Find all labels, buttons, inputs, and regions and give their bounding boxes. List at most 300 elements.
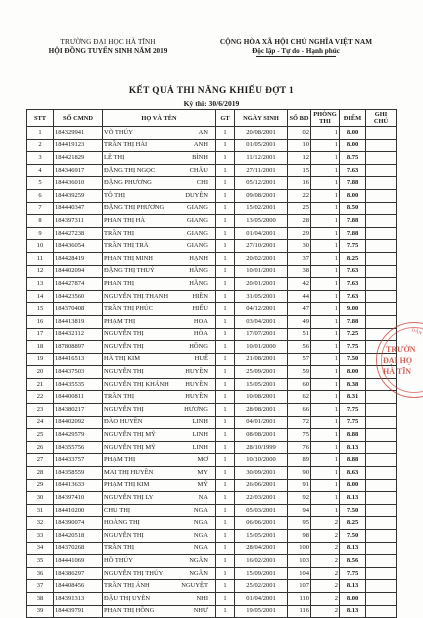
- cell-sbd: 30: [288, 240, 311, 253]
- table-row: [27, 215, 397, 228]
- cell-cmnd: 184397311: [54, 215, 103, 228]
- cell-stt: 9: [27, 227, 54, 240]
- cell-room: 1: [311, 479, 340, 492]
- given-name: NHI: [196, 594, 208, 602]
- cell-dob: 28/10/1999: [235, 441, 288, 454]
- cell-dob: 05/12/2001: [235, 177, 288, 190]
- cell-cmnd: 184435535: [54, 378, 103, 391]
- cell-name: [103, 366, 216, 379]
- table-row: [27, 416, 397, 429]
- cell-stt: 24: [27, 416, 54, 429]
- cell-cmnd: 184390074: [54, 517, 103, 530]
- col-header-stt: STT: [27, 110, 54, 127]
- cell-gender: 1: [216, 164, 235, 177]
- cell-sbd: 29: [288, 227, 311, 240]
- cell-name: [103, 139, 216, 152]
- cell-gender: 1: [216, 555, 235, 568]
- cell-name: [103, 127, 216, 140]
- cell-sbd: 59: [288, 366, 311, 379]
- surname-middle: TRẦN THỊ: [104, 229, 135, 237]
- cell-gender: 1: [216, 303, 235, 316]
- cell-gender: 1: [216, 378, 235, 391]
- cell-sbd: 91: [288, 479, 311, 492]
- cell-score: 7.50: [340, 530, 366, 543]
- cell-cmnd: 184429579: [54, 429, 103, 442]
- cell-stt: 37: [27, 580, 54, 593]
- cell-sbd: 98: [288, 530, 311, 543]
- surname-middle: ĐẶNG THỊ PHƯƠNG: [104, 204, 165, 212]
- cell-score: 8.31: [340, 391, 366, 404]
- cell-dob: 28/04/2001: [235, 542, 288, 555]
- cell-sbd: 94: [288, 504, 311, 517]
- cell-room: 2: [311, 530, 340, 543]
- cell-score: 8.00: [340, 189, 366, 202]
- given-name: MỸ: [197, 481, 208, 489]
- surname-middle: HỒ THÚY: [104, 556, 133, 564]
- cell-name: [103, 530, 216, 543]
- cell-gender: 1: [216, 530, 235, 543]
- cell-name: [103, 152, 216, 165]
- table-row: [27, 404, 397, 417]
- cell-stt: 25: [27, 429, 54, 442]
- cell-gender: 1: [216, 605, 235, 618]
- cell-sbd: 44: [288, 290, 311, 303]
- given-name: HIẾU: [192, 305, 208, 313]
- given-name: NGÂN: [189, 569, 208, 577]
- cell-room: 1: [311, 127, 340, 140]
- surname-middle: TRẦN THỊ ÁNH: [104, 582, 150, 590]
- surname-middle: TRẦN THỊ: [104, 393, 135, 401]
- cell-note: [366, 416, 397, 429]
- table-row: [27, 353, 397, 366]
- cell-room: 1: [311, 265, 340, 278]
- cell-dob: 06/06/2001: [235, 517, 288, 530]
- cell-room: 1: [311, 240, 340, 253]
- surname-middle: ĐẶNG THỊ NGỌC: [104, 166, 156, 174]
- cell-room: 1: [311, 441, 340, 454]
- cell-note: [366, 315, 397, 328]
- cell-cmnd: 184437503: [54, 366, 103, 379]
- cell-dob: 15/05/2001: [235, 378, 288, 391]
- cell-room: 1: [311, 429, 340, 442]
- given-name: LINH: [192, 431, 208, 439]
- cell-dob: 20/08/2001: [235, 127, 288, 140]
- surname-middle: NGUYỄN THỊ: [104, 368, 144, 376]
- cell-gender: 1: [216, 202, 235, 215]
- cell-sbd: 100: [288, 542, 311, 555]
- cell-gender: 1: [216, 227, 235, 240]
- col-header-gender: GT: [216, 110, 235, 127]
- cell-sbd: 28: [288, 215, 311, 228]
- cell-cmnd: 184433757: [54, 454, 103, 467]
- surname-middle: MAI THỊ HUYỀN: [104, 468, 154, 476]
- cell-score: 8.13: [340, 492, 366, 505]
- university-name: TRƯỜNG ĐẠI HỌC HÀ TĨNH: [60, 38, 156, 46]
- motto-underline: [256, 56, 336, 57]
- cell-sbd: 72: [288, 416, 311, 429]
- cell-sbd: 76: [288, 441, 311, 454]
- cell-gender: 1: [216, 467, 235, 480]
- cell-stt: 31: [27, 504, 54, 517]
- cell-sbd: 60: [288, 378, 311, 391]
- given-name: HOA: [193, 317, 208, 325]
- cell-score: 8.00: [340, 479, 366, 492]
- cell-sbd: 95: [288, 517, 311, 530]
- cell-dob: 10/10/2000: [235, 454, 288, 467]
- cell-room: 2: [311, 580, 340, 593]
- cell-name: [103, 441, 216, 454]
- cell-name: [103, 189, 216, 202]
- cell-stt: 30: [27, 492, 54, 505]
- cell-name: [103, 492, 216, 505]
- given-name: BÌNH: [192, 153, 208, 161]
- table-row: [27, 517, 397, 530]
- cell-score: 8.88: [340, 429, 366, 442]
- col-header-note: GHI CHÚ: [366, 110, 397, 127]
- cell-note: [366, 127, 397, 140]
- cell-gender: 1: [216, 416, 235, 429]
- given-name: HẰNG: [189, 267, 208, 275]
- cell-cmnd: 184355756: [54, 441, 103, 454]
- cell-cmnd: 184380217: [54, 404, 103, 417]
- cell-note: [366, 504, 397, 517]
- given-name: LINH: [192, 418, 208, 426]
- cell-room: 1: [311, 303, 340, 316]
- cell-room: 2: [311, 567, 340, 580]
- cell-cmnd: 184346917: [54, 164, 103, 177]
- cell-sbd: 12: [288, 152, 311, 165]
- cell-score: 7.88: [340, 177, 366, 190]
- cell-note: [366, 429, 397, 442]
- table-row: [27, 152, 397, 165]
- cell-cmnd: 184420518: [54, 530, 103, 543]
- surname-middle: ĐẬU THỊ UYÊN: [104, 594, 151, 602]
- cell-room: 1: [311, 467, 340, 480]
- cell-note: [366, 290, 397, 303]
- cell-dob: 17/07/2001: [235, 328, 288, 341]
- cell-score: 7.88: [340, 227, 366, 240]
- cell-room: 1: [311, 152, 340, 165]
- cell-room: 2: [311, 555, 340, 568]
- given-name: HUYỀN: [185, 368, 208, 376]
- surname-middle: LÊ THỊ: [104, 153, 125, 161]
- cell-cmnd: 187808897: [54, 341, 103, 354]
- given-name: MY: [197, 468, 208, 476]
- cell-score: 8.63: [340, 467, 366, 480]
- given-name: GIANG: [187, 229, 208, 237]
- cell-room: 2: [311, 542, 340, 555]
- cell-note: [366, 580, 397, 593]
- surname-middle: HOÀNG THỊ: [104, 519, 140, 527]
- cell-dob: 13/05/2000: [235, 215, 288, 228]
- cell-gender: 1: [216, 429, 235, 442]
- cell-note: [366, 404, 397, 417]
- cell-stt: 19: [27, 353, 54, 366]
- table-row: [27, 202, 397, 215]
- cell-note: [366, 278, 397, 291]
- cell-name: [103, 164, 216, 177]
- cell-gender: 1: [216, 353, 235, 366]
- cell-stt: 21: [27, 378, 54, 391]
- cell-dob: 30/09/2001: [235, 467, 288, 480]
- cell-note: [366, 542, 397, 555]
- cell-room: 1: [311, 404, 340, 417]
- cell-dob: 25/02/2001: [235, 580, 288, 593]
- cell-sbd: 107: [288, 580, 311, 593]
- table-row: [27, 341, 397, 354]
- cell-score: 8.25: [340, 252, 366, 265]
- cell-stt: 17: [27, 328, 54, 341]
- cell-name: [103, 303, 216, 316]
- cell-gender: 1: [216, 328, 235, 341]
- cell-stt: 6: [27, 189, 54, 202]
- given-name: CHI: [196, 179, 208, 187]
- cell-room: 1: [311, 454, 340, 467]
- cell-dob: 25/09/2001: [235, 366, 288, 379]
- cell-cmnd: 184421829: [54, 152, 103, 165]
- cell-room: 1: [311, 252, 340, 265]
- cell-sbd: 10: [288, 139, 311, 152]
- cell-cmnd: 184436054: [54, 240, 103, 253]
- cell-room: 2: [311, 605, 340, 618]
- cell-dob: 27/10/2001: [235, 240, 288, 253]
- cell-score: 7.50: [340, 504, 366, 517]
- cell-room: 1: [311, 341, 340, 354]
- cell-dob: 10/01/2001: [235, 265, 288, 278]
- cell-room: 1: [311, 189, 340, 202]
- cell-note: [366, 492, 397, 505]
- given-name: HUẾ: [194, 355, 208, 363]
- surname-middle: CHU THỊ: [104, 506, 131, 514]
- cell-dob: 04/01/2001: [235, 416, 288, 429]
- cell-cmnd: 184402094: [54, 265, 103, 278]
- cell-dob: 03/04/2001: [235, 315, 288, 328]
- table-row: [27, 542, 397, 555]
- cell-name: [103, 177, 216, 190]
- cell-score: 8.00: [340, 592, 366, 605]
- table-row: [27, 567, 397, 580]
- col-header-cmnd: SỐ CMND: [54, 110, 103, 127]
- cell-stt: 15: [27, 303, 54, 316]
- cell-stt: 8: [27, 215, 54, 228]
- cell-score: 8.75: [340, 152, 366, 165]
- cell-gender: 1: [216, 127, 235, 140]
- cell-room: 1: [311, 504, 340, 517]
- table-row: [27, 227, 397, 240]
- table-row: [27, 441, 397, 454]
- cell-stt: 36: [27, 567, 54, 580]
- cell-stt: 20: [27, 366, 54, 379]
- cell-stt: 4: [27, 164, 54, 177]
- cell-stt: 12: [27, 265, 54, 278]
- cell-room: 1: [311, 290, 340, 303]
- cell-note: [366, 479, 397, 492]
- given-name: HƯƠNG: [184, 405, 208, 413]
- given-name: HÒA: [193, 330, 208, 338]
- surname-middle: NGUYỄN THỊ KHÁNH: [104, 380, 169, 388]
- cell-sbd: 56: [288, 341, 311, 354]
- cell-sbd: 25: [288, 202, 311, 215]
- cell-stt: 1: [27, 127, 54, 140]
- surname-middle: PHAN THỊ MINH: [104, 254, 153, 262]
- cell-note: [366, 177, 397, 190]
- cell-note: [366, 139, 397, 152]
- cell-name: [103, 416, 216, 429]
- cell-gender: 1: [216, 492, 235, 505]
- table-row: [27, 366, 397, 379]
- cell-cmnd: 184370408: [54, 303, 103, 316]
- cell-name: [103, 592, 216, 605]
- cell-cmnd: 184386297: [54, 567, 103, 580]
- cell-gender: 1: [216, 152, 235, 165]
- country-name: CỘNG HÒA XÃ HỘI CHỦ NGHĨA VIỆT NAM: [219, 38, 373, 46]
- cell-note: [366, 227, 397, 240]
- cell-stt: 26: [27, 441, 54, 454]
- cell-cmnd: 184427874: [54, 278, 103, 291]
- cell-note: [366, 605, 397, 618]
- surname-middle: NGUYỄN THỊ: [104, 342, 144, 350]
- table-row: [27, 580, 397, 593]
- cell-stt: 5: [27, 177, 54, 190]
- cell-cmnd: 184370268: [54, 542, 103, 555]
- cell-dob: 09/08/2001: [235, 189, 288, 202]
- cell-stt: 35: [27, 555, 54, 568]
- surname-middle: PHẠM THỊ KIM: [104, 481, 150, 489]
- cell-gender: 1: [216, 404, 235, 417]
- surname-middle: NGUYỄN THỊ THANH: [104, 292, 169, 300]
- cell-sbd: 38: [288, 265, 311, 278]
- cell-dob: 01/04/2001: [235, 592, 288, 605]
- cell-name: [103, 215, 216, 228]
- results-body: [27, 127, 397, 618]
- document-title: KẾT QUẢ THI NĂNG KHIẾU ĐỢT 1: [128, 86, 295, 96]
- given-name: AN: [198, 128, 208, 136]
- cell-name: [103, 227, 216, 240]
- given-name: HIỀN: [192, 292, 208, 300]
- col-header-sbd: SỐ BD: [288, 110, 311, 127]
- surname-middle: HÀ THỊ KIM: [104, 355, 140, 363]
- cell-cmnd: 184416513: [54, 353, 103, 366]
- cell-dob: 15/02/2001: [235, 202, 288, 215]
- cell-cmnd: 184391313: [54, 592, 103, 605]
- cell-note: [366, 164, 397, 177]
- cell-score: 8.13: [340, 605, 366, 618]
- stamp-text-3: HÀ TĨN: [383, 367, 412, 376]
- cell-sbd: 89: [288, 454, 311, 467]
- cell-gender: 1: [216, 542, 235, 555]
- cell-dob: 04/12/2001: [235, 303, 288, 316]
- cell-sbd: 92: [288, 492, 311, 505]
- cell-dob: 31/05/2001: [235, 290, 288, 303]
- cell-note: [366, 240, 397, 253]
- cell-note: [366, 454, 397, 467]
- cell-note: [366, 441, 397, 454]
- cell-name: [103, 429, 216, 442]
- surname-middle: NGUYỄN THỊ THÚY: [104, 569, 164, 577]
- cell-room: 1: [311, 416, 340, 429]
- cell-gender: 1: [216, 290, 235, 303]
- cell-cmnd: 184436010: [54, 177, 103, 190]
- given-name: NGA: [193, 506, 208, 514]
- cell-note: [366, 467, 397, 480]
- cell-stt: 39: [27, 605, 54, 618]
- surname-middle: PHẠM THỊ: [104, 317, 136, 325]
- cell-note: [366, 215, 397, 228]
- cell-cmnd: 184423560: [54, 290, 103, 303]
- table-row: [27, 189, 397, 202]
- cell-score: 8.13: [340, 542, 366, 555]
- given-name: ANH: [193, 141, 208, 149]
- table-row: [27, 492, 397, 505]
- col-header-score: ĐIỂM: [340, 110, 366, 127]
- cell-room: 1: [311, 315, 340, 328]
- table-row: [27, 467, 397, 480]
- cell-name: [103, 542, 216, 555]
- surname-middle: NGUYỄN THỊ: [104, 405, 144, 413]
- cell-sbd: 49: [288, 315, 311, 328]
- table-row: [27, 504, 397, 517]
- cell-sbd: 22: [288, 189, 311, 202]
- cell-dob: 27/11/2001: [235, 164, 288, 177]
- cell-dob: 01/05/2001: [235, 139, 288, 152]
- cell-gender: 1: [216, 441, 235, 454]
- cell-gender: 1: [216, 139, 235, 152]
- cell-room: 1: [311, 227, 340, 240]
- cell-room: 1: [311, 366, 340, 379]
- cell-dob: 08/08/2001: [235, 429, 288, 442]
- surname-middle: VÕ THÚY: [104, 128, 133, 136]
- surname-middle: PHẠM THỊ: [104, 456, 136, 464]
- cell-sbd: 16: [288, 177, 311, 190]
- cell-name: [103, 315, 216, 328]
- cell-dob: 05/03/2001: [235, 504, 288, 517]
- national-motto: Độc lập - Tự do - Hạnh phúc: [252, 47, 340, 55]
- col-header-room: PHÒNG THI: [311, 110, 340, 127]
- surname-middle: PHAN THỊ HỒNG: [104, 607, 155, 615]
- surname-middle: TRẦN THỊ HẢI: [104, 141, 148, 149]
- surname-middle: NGUYỄN THỊ LY: [104, 494, 154, 502]
- national-header: [196, 38, 396, 57]
- cell-cmnd: 184439791: [54, 605, 103, 618]
- table-header-row: [27, 110, 397, 127]
- cell-gender: 1: [216, 189, 235, 202]
- cell-score: 8.38: [340, 378, 366, 391]
- given-name: GIANG: [187, 216, 208, 224]
- cell-stt: 34: [27, 542, 54, 555]
- table-row: [27, 391, 397, 404]
- cell-cmnd: 184413633: [54, 479, 103, 492]
- cell-name: [103, 580, 216, 593]
- surname-middle: ĐẶNG PHƯƠNG: [104, 179, 152, 187]
- cell-gender: 1: [216, 341, 235, 354]
- cell-sbd: 103: [288, 555, 311, 568]
- cell-name: [103, 454, 216, 467]
- cell-stt: 33: [27, 530, 54, 543]
- cell-score: 8.00: [340, 127, 366, 140]
- cell-note: [366, 189, 397, 202]
- table-row: [27, 240, 397, 253]
- cell-score: 7.75: [340, 567, 366, 580]
- cell-name: [103, 265, 216, 278]
- table-row: [27, 479, 397, 492]
- cell-name: [103, 479, 216, 492]
- cell-room: 1: [311, 202, 340, 215]
- cell-note: [366, 555, 397, 568]
- cell-dob: 20/01/2001: [235, 278, 288, 291]
- cell-score: 7.88: [340, 315, 366, 328]
- cell-stt: 27: [27, 454, 54, 467]
- given-name: NGA: [193, 531, 208, 539]
